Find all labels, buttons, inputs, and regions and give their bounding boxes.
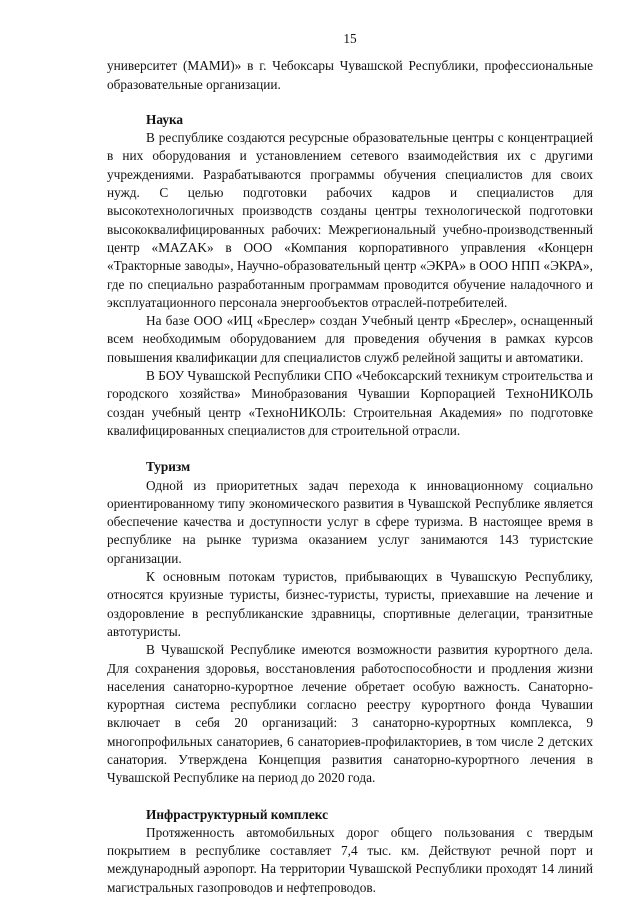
- section-tourism: [107, 458, 593, 787]
- section-science: [107, 111, 593, 440]
- paragraph: Протяженность автомобильных дорог общего пользования с твердым покрытием в республике составляет 7,4 тыс. км. Действуют речной порт и международный аэропорт. На территории Чувашской Республики проходят 14 линий магистральных газопроводов и нефтепроводов.: [107, 824, 593, 895]
- paragraph: В БОУ Чувашской Республики СПО «Чебоксарский техникум строительства и городского хозяйства» Минобразования Чувашии Корпорацией ТехноНИКОЛЬ создан учебный центр «ТехноНИКОЛЬ: Строительная Академия» по подготовке квалифицированных специалистов для строительной отрасли.: [107, 368, 593, 438]
- paragraph: Одной из приоритетных задач перехода к инновационному социально ориентированному типу экономического развития в Чувашской Республике является обеспечение качества и доступности услуг в сфере туризма. В настоящее время в республике на рынке туризма оказанием услуг занимаются 143 туристские организации.: [107, 477, 593, 566]
- document-page: [107, 30, 593, 897]
- paragraph: В республике создаются ресурсные образовательные центры с концентрацией в них оборудования и установлением сетевого взаимодействия их с другими учреждениями. Разрабатываются программы обучения специалистов для своих нужд. С целью подготовки рабочих кадров и специалистов для высокотехнологичных производств созданы центры технологической подготовки высококвалифицированных рабочих: Межрегиональный учебно-производственный центр «MAZAK» в ООО «Компания корпоративного управления «Концерн «Тракторные заводы», Научно-образовательный центр «ЭКРА» в ООО НПП «ЭКРА», где по специально разработанным программам проводится обучение наладочного и эксплуатационного персонала энергообъектов отраслей-потребителей.: [107, 130, 593, 310]
- section-heading-tourism: Туризм: [146, 459, 191, 475]
- section-heading-science: Наука: [146, 111, 184, 127]
- paragraph: К основным потокам туристов, прибывающих в Чувашскую Республику, относятся круизные туристы, бизнес-туристы, туристы, приехавшие на лечение и оздоровление в республиканские здравницы, спортивные делегации, транзитные автотуристы.: [107, 569, 593, 639]
- paragraph: В Чувашской Республике имеются возможности развития курортного дела. Для сохранения здоровья, восстановления работоспособности и продления жизни населения санаторно-курортное лечение обретает особую важность. Санаторно-курортная система республики согласно реестру курортного фонда Чувашии включает в себя 20 организаций: 3 санаторно-курортных комплекса, 9 многопрофильных санаториев, 6 санаториев-профилакториев, в том числе 2 детских санатория. Утверждена Концепция развития санаторно-курортного лечения в Чувашской Республике на период до 2020 года.: [107, 642, 593, 786]
- paragraph: На базе ООО «ИЦ «Бреслер» создан Учебный центр «Бреслер», оснащенный всем необходимым оборудованием для проведения обучения в рамках курсов повышения квалификации для специалистов служб релейной защиты и автоматики.: [107, 313, 593, 365]
- intro-paragraph: университет (МАМИ)» в г. Чебоксары Чувашской Республики, профессиональные образовательные организации.: [107, 58, 593, 92]
- section-infrastructure: [107, 806, 593, 897]
- page-number: 15: [343, 31, 357, 46]
- section-heading-infrastructure: Инфраструктурный комплекс: [146, 806, 328, 822]
